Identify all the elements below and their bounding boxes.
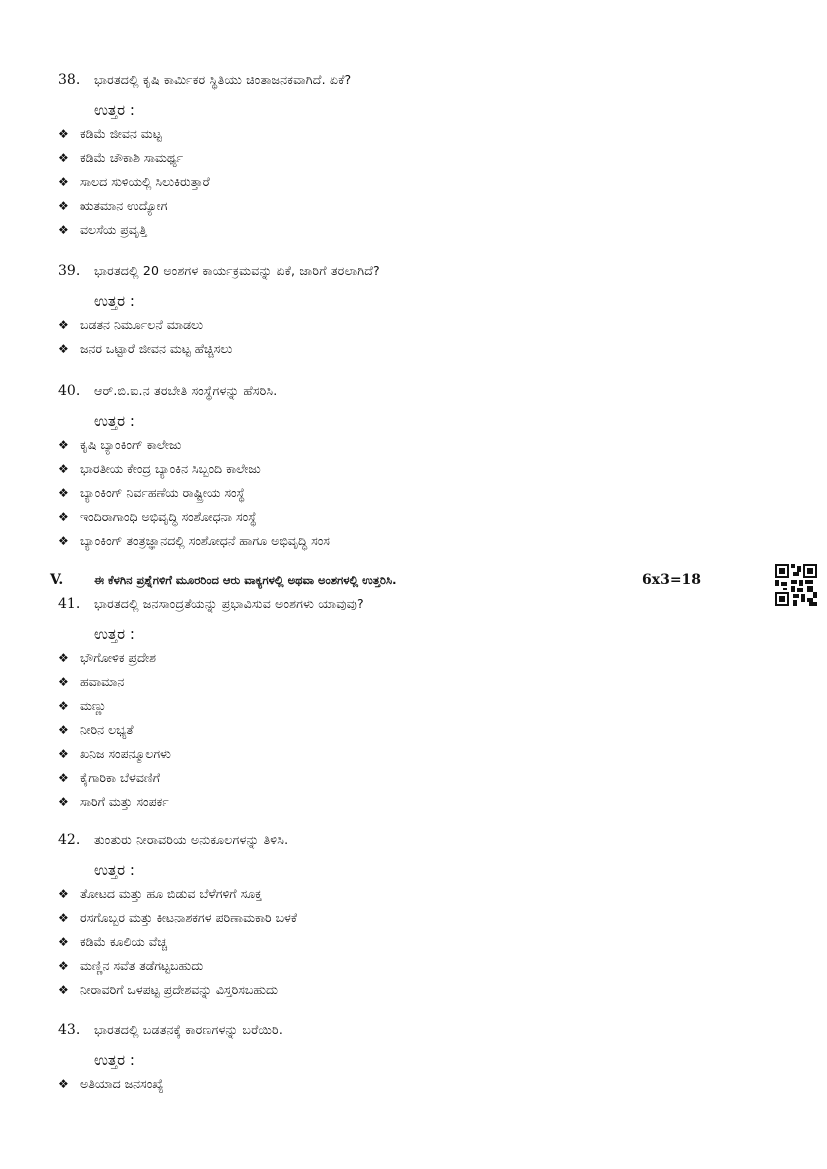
list-item: ❖ ಕೈಗಾರಿಕಾ ಬೆಳವಣಿಗೆ: [58, 766, 758, 790]
list-item: ❖ ಸಾರಿಗೆ ಮತ್ತು ಸಂಪರ್ಕ: [58, 790, 758, 814]
diamond-bullet-icon: ❖: [58, 462, 69, 476]
diamond-bullet-icon: ❖: [58, 318, 69, 332]
diamond-bullet-icon: ❖: [58, 983, 69, 997]
question-text: ಆರ್.ಬಿ.ಐ.ನ ತರಬೇತಿ ಸಂಸ್ಥೆಗಳನ್ನು ಹೆಸರಿಸಿ.: [94, 383, 278, 398]
list-item: ❖ ಭಾರತೀಯ ಕೇಂದ್ರ ಬ್ಯಾಂಕಿನ ಸಿಬ್ಬಂದಿ ಕಾಲೇಜು: [58, 457, 758, 481]
list-item: ❖ ಬ್ಯಾಂಕಿಂಗ್ ತಂತ್ರಜ್ಞಾನದಲ್ಲಿ ಸಂಶೋಧನೆ ಹಾಗೂ ಅಭಿವೃದ್ಧಿ ಸಂಸ: [58, 529, 758, 553]
diamond-bullet-icon: ❖: [58, 795, 69, 809]
question-40: [58, 383, 758, 553]
question-number: 41.: [58, 596, 81, 612]
list-item: ❖ ನೀರಿನ ಲಭ್ಯತೆ: [58, 718, 758, 742]
diamond-bullet-icon: ❖: [58, 199, 69, 213]
list-item: ❖ ನೀರಾವರಿಗೆ ಒಳಪಟ್ಟ ಪ್ರದೇಶವನ್ನು ವಿಸ್ತರಿಸಬಹುದು: [58, 978, 758, 1002]
answer-label: ಉತ್ತರ :: [94, 1051, 135, 1069]
question-number: 38.: [58, 72, 81, 88]
list-item: ❖ ಬಡತನ ನಿರ್ಮೂಲನೆ ಮಾಡಲು: [58, 313, 758, 337]
list-item: ❖ ಮಣ್ಣಿನ ಸವೆತ ತಡೆಗಟ್ಟಬಹುದು: [58, 954, 758, 978]
diamond-bullet-icon: ❖: [58, 723, 69, 737]
list-item: ❖ ಖನಿಜ ಸಂಪನ್ಮೂಲಗಳು: [58, 742, 758, 766]
answer-list: [58, 313, 758, 361]
section-marks: 6x3=18: [642, 572, 702, 588]
answer-list: [58, 646, 758, 814]
list-item: ❖ ಕಡಿಮೆ ಚೌಕಾಶಿ ಸಾಮರ್ಥ್ಯ: [58, 146, 758, 170]
question-text: ತುಂತುರು ನೀರಾವರಿಯ ಅನುಕೂಲಗಳನ್ನು ತಿಳಿಸಿ.: [94, 832, 289, 847]
diamond-bullet-icon: ❖: [58, 510, 69, 524]
answer-list: [58, 882, 758, 1002]
answer-label: ಉತ್ತರ :: [94, 101, 135, 119]
diamond-bullet-icon: ❖: [58, 175, 69, 189]
question-43: [58, 1022, 758, 1096]
diamond-bullet-icon: ❖: [58, 342, 69, 356]
answer-list: [58, 1072, 758, 1096]
question-text: ಭಾರತದಲ್ಲಿ ಬಡತನಕ್ಕೆ ಕಾರಣಗಳನ್ನು ಬರೆಯಿರಿ.: [94, 1022, 283, 1037]
list-item: ❖ ಬ್ಯಾಂಕಿಂಗ್ ನಿರ್ವಹಣೆಯ ರಾಷ್ಟ್ರೀಯ ಸಂಸ್ಥೆ: [58, 481, 758, 505]
diamond-bullet-icon: ❖: [58, 747, 69, 761]
question-text: ಭಾರತದಲ್ಲಿ ಕೃಷಿ ಕಾರ್ಮಿಕರ ಸ್ಥಿತಿಯು ಚಿಂತಾಜನಕವಾಗಿದೆ. ಏಕೆ?: [94, 72, 352, 87]
section-number: V.: [50, 572, 64, 588]
diamond-bullet-icon: ❖: [58, 151, 69, 165]
question-number: 42.: [58, 832, 81, 848]
diamond-bullet-icon: ❖: [58, 534, 69, 548]
question-number: 43.: [58, 1022, 81, 1038]
question-text: ಭಾರತದಲ್ಲಿ ಜನಸಾಂದ್ರತೆಯನ್ನು ಪ್ರಭಾವಿಸುವ ಅಂಶಗಳು ಯಾವುವು?: [94, 596, 364, 611]
diamond-bullet-icon: ❖: [58, 651, 69, 665]
question-39: [58, 263, 758, 361]
list-item: ❖ ಸಾಲದ ಸುಳಿಯಲ್ಲಿ ಸಿಲುಕಿರುತ್ತಾರೆ: [58, 170, 758, 194]
list-item: ❖ ತೋಟದ ಮತ್ತು ಹೂ ಬಿಡುವ ಬೆಳೆಗಳಿಗೆ ಸೂಕ್ತ: [58, 882, 758, 906]
question-42: [58, 832, 758, 1002]
list-item: ❖ ಅತಿಯಾದ ಜನಸಂಖ್ಯೆ: [58, 1072, 758, 1096]
question-text: ಭಾರತದಲ್ಲಿ 20 ಅಂಶಗಳ ಕಾರ್ಯಕ್ರಮವನ್ನು ಏಕೆ, ಜಾರಿಗೆ ತರಲಾಗಿದೆ?: [94, 263, 380, 278]
answer-list: [58, 122, 758, 242]
answer-list: [58, 433, 758, 553]
list-item: ❖ ವಲಸೆಯ ಪ್ರವೃತ್ತಿ: [58, 218, 758, 242]
list-item: ❖ ಭೌಗೋಳಿಕ ಪ್ರದೇಶ: [58, 646, 758, 670]
diamond-bullet-icon: ❖: [58, 486, 69, 500]
diamond-bullet-icon: ❖: [58, 887, 69, 901]
answer-label: ಉತ್ತರ :: [94, 861, 135, 879]
diamond-bullet-icon: ❖: [58, 127, 69, 141]
list-item: ❖ ಕಡಿಮೆ ಜೀವನ ಮಟ್ಟ: [58, 122, 758, 146]
answer-label: ಉತ್ತರ :: [94, 412, 135, 430]
question-41: [58, 596, 758, 814]
diamond-bullet-icon: ❖: [58, 223, 69, 237]
diamond-bullet-icon: ❖: [58, 771, 69, 785]
list-item: ❖ ಋತಮಾನ ಉದ್ಯೋಗ: [58, 194, 758, 218]
list-item: ❖ ಕೃಷಿ ಬ್ಯಾಂಕಿಂಗ್ ಕಾಲೇಜು: [58, 433, 758, 457]
list-item: ❖ ಜನರ ಒಟ್ಟಾರೆ ಜೀವನ ಮಟ್ಟ ಹೆಚ್ಚಿಸಲು: [58, 337, 758, 361]
question-number: 40.: [58, 383, 81, 399]
list-item: ❖ ಹವಾಮಾನ: [58, 670, 758, 694]
diamond-bullet-icon: ❖: [58, 675, 69, 689]
list-item: ❖ ಇಂದಿರಾಗಾಂಧಿ ಅಭಿವೃದ್ಧಿ ಸಂಶೋಧನಾ ಸಂಸ್ಥೆ: [58, 505, 758, 529]
section-v-header: [50, 572, 750, 588]
diamond-bullet-icon: ❖: [58, 1077, 69, 1091]
diamond-bullet-icon: ❖: [58, 935, 69, 949]
list-item: ❖ ಮಣ್ಣು: [58, 694, 758, 718]
section-instruction: ಈ ಕೆಳಗಿನ ಪ್ರಶ್ನೆಗಳಿಗೆ ಮೂರರಿಂದ ಆರು ವಾಕ್ಯಗಳಲ್ಲಿ ಅಥವಾ ಅಂಶಗಳಲ್ಲಿ ಉತ್ತರಿಸಿ.: [94, 573, 397, 587]
diamond-bullet-icon: ❖: [58, 438, 69, 452]
question-number: 39.: [58, 263, 81, 279]
answer-label: ಉತ್ತರ :: [94, 292, 135, 310]
answer-label: ಉತ್ತರ :: [94, 625, 135, 643]
diamond-bullet-icon: ❖: [58, 911, 69, 925]
question-38: [58, 72, 758, 242]
list-item: ❖ ಕಡಿಮೆ ಕೂಲಿಯ ವೆಚ್ಚ: [58, 930, 758, 954]
diamond-bullet-icon: ❖: [58, 699, 69, 713]
diamond-bullet-icon: ❖: [58, 959, 69, 973]
qr-code-icon: [775, 564, 817, 606]
list-item: ❖ ರಸಗೊಬ್ಬರ ಮತ್ತು ಕೀಟನಾಶಕಗಳ ಪರಿಣಾಮಕಾರಿ ಬಳಕೆ: [58, 906, 758, 930]
